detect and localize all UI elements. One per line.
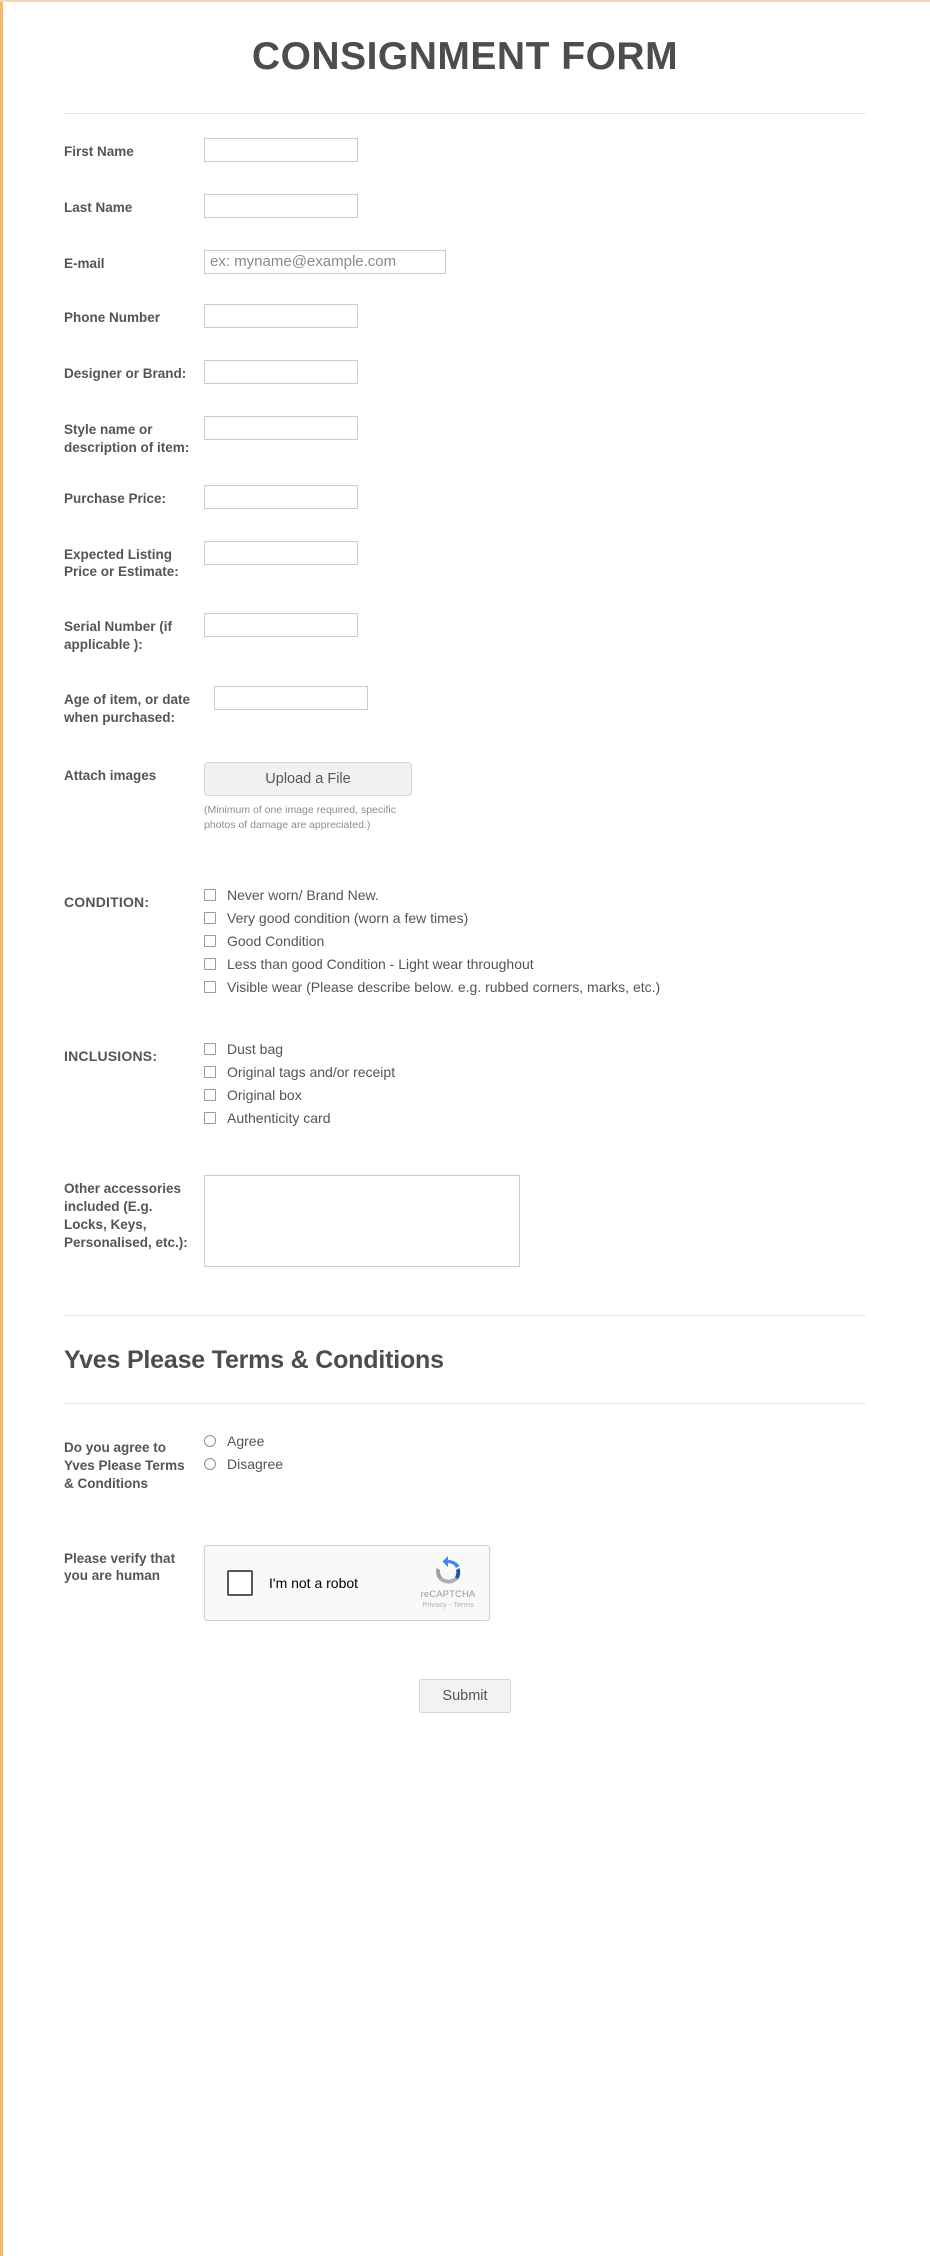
recaptcha-branding (415, 1556, 489, 1610)
recaptcha-checkbox[interactable] (227, 1570, 253, 1596)
title-divider (64, 113, 866, 114)
phone-number-input[interactable] (204, 304, 358, 328)
checkbox-label: Original tags and/or receipt (227, 1064, 396, 1081)
checkbox-label: Never worn/ Brand New. (227, 887, 379, 904)
field-label: Phone Number (64, 309, 161, 325)
field-row-age-of-item (64, 686, 866, 727)
checkbox-icon[interactable] (204, 935, 216, 947)
field-row-style-name (64, 416, 866, 457)
checkbox-label: Original box (227, 1087, 302, 1104)
field-row-expected-price (64, 541, 866, 582)
inclusions-label: INCLUSIONS: (64, 1048, 158, 1065)
checkbox-icon[interactable] (204, 958, 216, 970)
checkbox-icon[interactable] (204, 981, 216, 993)
inclusions-options-list (204, 1042, 866, 1125)
radio-row-agree[interactable] (204, 1434, 866, 1448)
checkbox-row-inclusion-dust-bag[interactable] (204, 1042, 866, 1056)
submit-row (64, 1621, 866, 1767)
upload-a-file-button[interactable]: Upload a File (204, 762, 412, 796)
field-label: Serial Number (if applicable ): (64, 619, 173, 652)
field-label: E-mail (64, 255, 105, 271)
radio-row-disagree[interactable] (204, 1457, 866, 1471)
terms-question-label: Do you agree to Yves Please Terms & Conditions (64, 1440, 185, 1491)
field-label: Expected Listing Price or Estimate: (64, 546, 179, 580)
page-title: CONSIGNMENT FORM (251, 35, 679, 78)
field-row-captcha (64, 1545, 866, 1621)
recaptcha-logo-icon (432, 1556, 464, 1588)
checkbox-label: Very good condition (worn a few times) (227, 910, 469, 927)
last-name-input[interactable] (204, 194, 358, 218)
expected-price-input[interactable] (204, 541, 358, 565)
field-label: Last Name (64, 199, 133, 215)
terms-divider-bottom (64, 1403, 866, 1404)
checkbox-label: Authenticity card (227, 1110, 331, 1127)
terms-section (64, 1315, 866, 1404)
checkbox-label: Dust bag (227, 1041, 284, 1058)
field-row-serial-number (64, 613, 866, 654)
recaptcha-legal-links (415, 1601, 481, 1609)
condition-label: CONDITION: (64, 894, 150, 911)
recaptcha-brand-name: reCAPTCHA (420, 1588, 476, 1600)
submit-button[interactable]: Submit (419, 1679, 510, 1713)
style-name-input[interactable] (204, 416, 358, 440)
email-input[interactable] (204, 250, 446, 274)
checkbox-label: Visible wear (Please describe below. e.g. rubbed corners, marks, etc.) (227, 979, 661, 996)
checkbox-label: Good Condition (227, 933, 325, 950)
field-label: First Name (64, 143, 134, 159)
attach-images-label: Attach images (64, 768, 157, 784)
field-label: Designer or Brand: (64, 365, 187, 381)
recaptcha-terms-link[interactable]: Terms (453, 1600, 474, 1610)
purchase-price-input[interactable] (204, 485, 358, 509)
serial-number-input[interactable] (204, 613, 358, 637)
field-row-inclusions (64, 1042, 866, 1125)
radio-icon[interactable] (204, 1458, 216, 1470)
checkbox-row-condition-good[interactable] (204, 934, 866, 948)
checkbox-icon[interactable] (204, 1089, 216, 1101)
captcha-label: Please verify that you are human (64, 1550, 176, 1584)
checkbox-label: Less than good Condition - Light wear throughout (227, 956, 534, 973)
field-label: Age of item, or date when purchased: (64, 691, 191, 725)
field-label: Purchase Price: (64, 490, 167, 506)
field-row-other-accessories (64, 1175, 866, 1267)
checkbox-icon[interactable] (204, 889, 216, 901)
recaptcha-widget[interactable] (204, 1545, 490, 1621)
field-row-terms-agreement (64, 1434, 866, 1492)
checkbox-row-inclusion-original-box[interactable] (204, 1088, 866, 1102)
recaptcha-checkbox-label: I'm not a robot (269, 1574, 359, 1591)
checkbox-icon[interactable] (204, 912, 216, 924)
age-of-item-input[interactable] (214, 686, 368, 710)
field-row-designer-brand (64, 360, 866, 384)
terms-heading: Yves Please Terms & Conditions (64, 1346, 444, 1375)
field-row-condition (64, 888, 866, 994)
field-row-email (64, 250, 866, 274)
checkbox-row-condition-very-good[interactable] (204, 911, 866, 925)
checkbox-icon[interactable] (204, 1112, 216, 1124)
radio-icon[interactable] (204, 1435, 216, 1447)
checkbox-icon[interactable] (204, 1043, 216, 1055)
field-label: Style name or description of item: (64, 421, 190, 455)
field-row-attach-images (64, 762, 866, 833)
condition-options-list (204, 888, 866, 994)
upload-helper-text: (Minimum of one image required, specific photos of damage are appreciated.) (204, 804, 396, 832)
checkbox-icon[interactable] (204, 1066, 216, 1078)
checkbox-row-condition-less-than-good[interactable] (204, 957, 866, 971)
other-accessories-label: Other accessories included (E.g. Locks, Keys, Personalised, etc.): (64, 1181, 188, 1250)
text-fields-group (64, 138, 866, 727)
field-row-phone (64, 304, 866, 328)
checkbox-row-inclusion-authenticity-card[interactable] (204, 1111, 866, 1125)
radio-label: Disagree (227, 1456, 284, 1473)
other-accessories-textarea[interactable] (204, 1175, 520, 1267)
checkbox-row-condition-never-worn[interactable] (204, 888, 866, 902)
first-name-input[interactable] (204, 138, 358, 162)
form-container (50, 0, 880, 1767)
recaptcha-link-separator: - (448, 1600, 452, 1610)
field-row-last-name (64, 194, 866, 218)
checkbox-row-condition-visible-wear[interactable] (204, 980, 866, 994)
recaptcha-privacy-link[interactable]: Privacy (422, 1600, 447, 1610)
accent-edge-left (0, 0, 3, 2256)
field-row-first-name (64, 138, 866, 162)
radio-label: Agree (227, 1433, 265, 1450)
checkbox-row-inclusion-original-tags[interactable] (204, 1065, 866, 1079)
terms-radio-list (204, 1434, 866, 1471)
accent-edge-top (0, 0, 930, 2)
field-row-purchase-price (64, 485, 866, 509)
designer-brand-input[interactable] (204, 360, 358, 384)
